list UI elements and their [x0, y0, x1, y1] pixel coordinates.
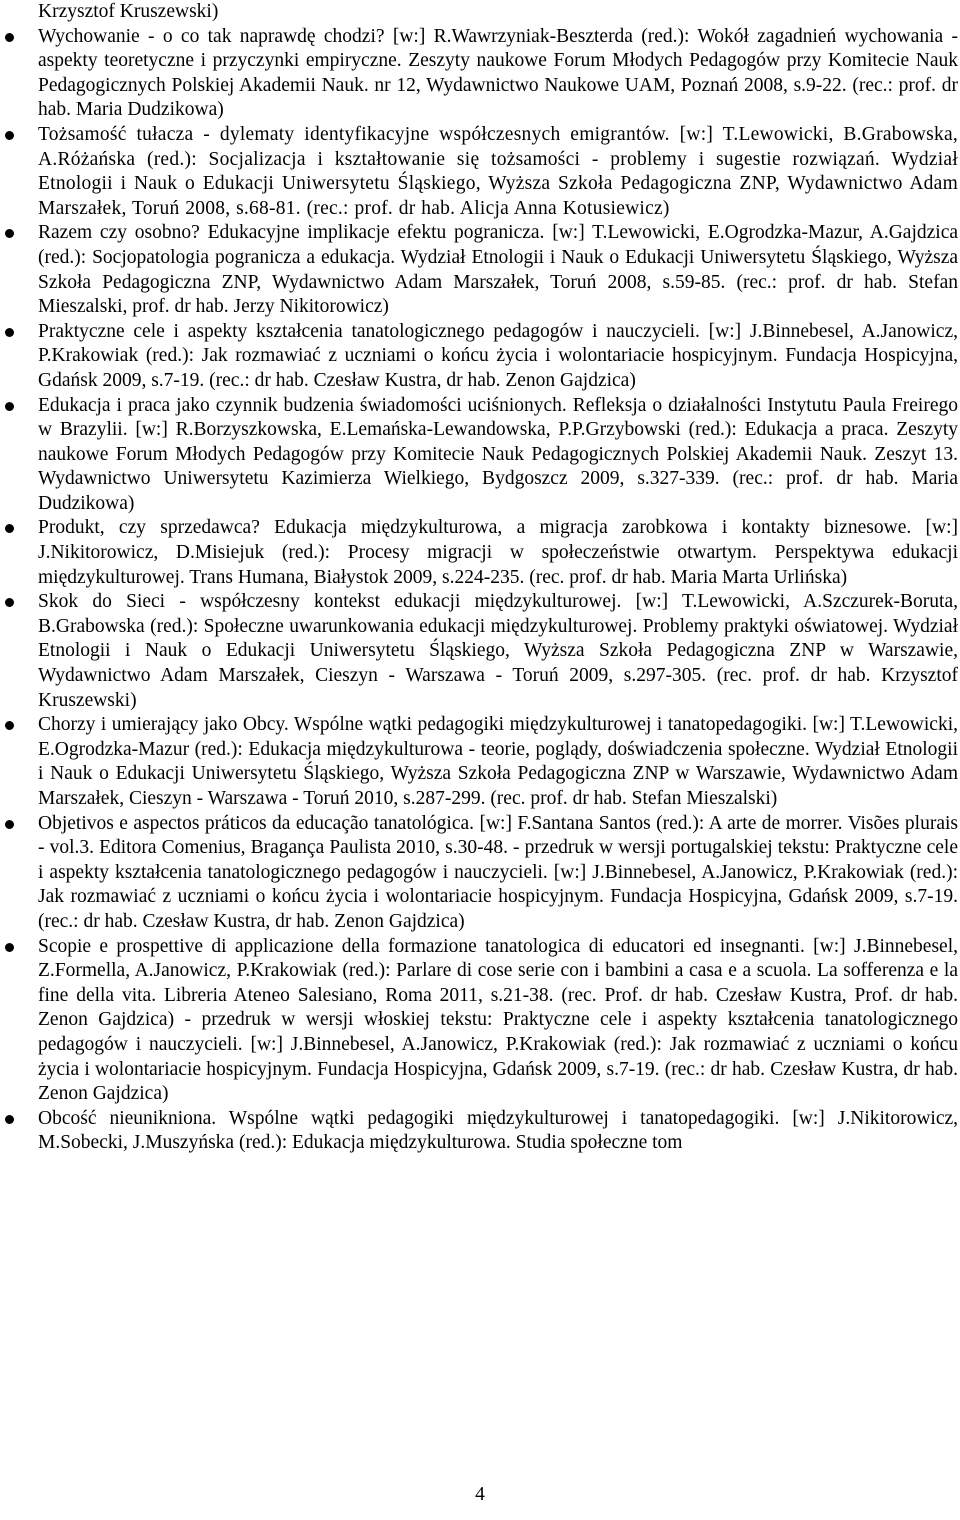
entry-text: Praktyczne cele i aspekty kształcenia tanatologicznego pedagogów i nauczycieli. [w:] J.Binnebesel, A.Janowicz, P.Krakowiak (red.): Jak rozmawiać z uczniami o końcu życia i wolontariacie hospicyjnym. Fundacja Hospicyjna, Gdańsk 2009, s.7-19. (rec.: dr hab. Czesław Kustra, dr hab. Zenon Gajdzica)	[38, 320, 958, 391]
bullet-icon	[5, 1115, 14, 1124]
bullet-icon	[5, 524, 14, 533]
bibliography-entry	[0, 394, 958, 517]
entry-text: Produkt, czy sprzedawca? Edukacja międzykulturowa, a migracja zarobkowa i kontakty biznesowe. [w:] J.Nikitorowicz, D.Misiejuk (red.): Procesy migracji w społeczeństwie otwartym. Perspektywa edukacji międzykulturowej. Trans Humana, Białystok 2009, s.224-235. (rec. prof. dr hab. Maria Marta Urlińska)	[38, 517, 958, 588]
bullet-icon	[5, 229, 14, 238]
bullet-icon	[5, 943, 14, 952]
bibliography-entry	[0, 123, 958, 221]
bibliography-entry	[0, 713, 958, 811]
bullet-icon	[5, 820, 14, 829]
entry-text: Edukacja i praca jako czynnik budzenia świadomości uciśnionych. Refleksja o działalności Instytutu Paula Freirego w Brazylii. [w:] R.Borzyszkowska, E.Lemańska-Lewandowska, P.P.Grzybowski (red.): Edukacja a praca. Zeszyty naukowe Forum Młodych Pedagogów przy Komitecie Nauk Pedagogicznych Polskiej Akademii Nauk. Zeszyt 13. Wydawnictwo Uniwersytetu Kazimierza Wielkiego, Bydgoszcz 2009, s.327-339. (rec.: prof. dr hab. Maria Dudzikowa)	[38, 394, 958, 514]
bullet-icon	[5, 131, 14, 140]
entry-text: Scopie e prospettive di applicazione della formazione tanatologica di educatori ed insegnanti. [w:] J.Binnebesel, Z.Formella, A.Janowicz, P.Krakowiak (red.): Parlare di cose serie con i bambini a casa e a scuola. La sofferenza e la fine della vita. Libreria Ateneo Salesiano, Roma 2011, s.21-38. (rec. Prof. dr hab. Czesław Kustra, Prof. dr hab. Zenon Gajdzica) - przedruk w wersji włoskiej tekstu: Praktyczne cele i aspekty kształcenia tanatologicznego pedagogów i nauczycieli. [w:] J.Binnebesel, A.Janowicz, P.Krakowiak (red.): Jak rozmawiać z uczniami o końcu życia i wolontariacie hospicyjnym. Fundacja Hospicyjna, Gdańsk 2009, s.7-19. (rec.: dr hab. Czesław Kustra, dr hab. Zenon Gajdzica)	[38, 935, 958, 1105]
bibliography-list	[0, 25, 958, 1156]
bibliography-entry	[0, 221, 958, 319]
bullet-icon	[5, 402, 14, 411]
entry-text: Chorzy i umierający jako Obcy. Wspólne wątki pedagogiki międzykulturowej i tanatopedagogiki. [w:] T.Lewowicki, E.Ogrodzka-Mazur (red.): Edukacja międzykulturowa - teorie, poglądy, doświadczenia społeczne. Wydział Etnologii i Nauk o Edukacji Uniwersytetu Śląskiego, Wyższa Szkoła Pedagogiczna ZNP w Warszawie, Wydawnictwo Adam Marszałek, Cieszyn - Warszawa - Toruń 2010, s.287-299. (rec. prof. dr hab. Stefan Mieszalski)	[38, 714, 958, 809]
entry-text: Skok do Sieci - współczesny kontekst edukacji międzykulturowej. [w:] T.Lewowicki, A.Szczurek-Boruta, B.Grabowska (red.): Społeczne uwarunkowania edukacji międzykulturowej. Problemy praktyki oświatowej. Wydział Etnologii i Nauk o Edukacji Uniwersytetu Śląskiego, Wyższa Szkoła Pedagogiczna ZNP w Warszawie, Wydawnictwo Adam Marszałek, Cieszyn - Warszawa - Toruń 2009, s.297-305. (rec. prof. dr hab. Krzysztof Kruszewski)	[38, 591, 958, 711]
bibliography-entry	[0, 516, 958, 590]
entry-text: Razem czy osobno? Edukacyjne implikacje efektu pogranicza. [w:] T.Lewowicki, E.Ogrodzka-Mazur, A.Gajdzica (red.): Socjopatologia pogranicza a edukacja. Wydział Etnologii i Nauk o Edukacji Uniwersytetu Śląskiego, Wyższa Szkoła Pedagogiczna ZNP, Wydawnictwo Adam Marszałek, Toruń 2008, s.59-85. (rec.: prof. dr hab. Stefan Mieszalski, prof. dr hab. Jerzy Nikitorowicz)	[38, 222, 958, 318]
bibliography-entry	[0, 25, 958, 123]
bullet-icon	[5, 598, 14, 607]
bullet-icon	[5, 328, 14, 337]
entry-text: Obcość nieunikniona. Wspólne wątki pedagogiki międzykulturowej i tanatopedagogiki. [w:] J.Nikitorowicz, M.Sobecki, J.Muszyńska (red.): Edukacja międzykulturowa. Studia społeczne tom	[38, 1107, 958, 1154]
continuation-line: Krzysztof Kruszewski)	[38, 1, 219, 22]
entry-text: Wychowanie - o co tak naprawdę chodzi? [w:] R.Wawrzyniak-Beszterda (red.): Wokół zagadnień wychowania - aspekty teoretyczne i przyczynki empiryczne. Zeszyty naukowe Forum Młodych Pedagogów przy Komitecie Nauk Pedagogicznych Polskiej Akademii Nauk. nr 12, Wydawnictwo Naukowe UAM, Poznań 2008, s.9-22. (rec.: prof. dr hab. Maria Dudzikowa)	[38, 25, 958, 121]
bibliography-entry	[0, 935, 958, 1107]
bibliography-entry	[0, 590, 958, 713]
bullet-icon	[5, 33, 14, 42]
entry-text: Objetivos e aspectos práticos da educação tanatológica. [w:] F.Santana Santos (red.): A arte de morrer. Visões plurais - vol.3. Editora Comenius, Bragança Paulista 2010, s.30-48. - przedruk w wersji portugalskiej tekstu: Praktyczne cele i aspekty kształcenia tanatologicznego pedagogów i nauczycieli. [w:] J.Binnebesel, A.Janowicz, P.Krakowiak (red.): Jak rozmawiać z uczniami o końcu życia i wolontariacie hospicyjnym. Fundacja Hospicyjna, Gdańsk 2009, s.7-19. (rec.: dr hab. Czesław Kustra, dr hab. Zenon Gajdzica)	[38, 812, 958, 932]
bullet-icon	[5, 721, 14, 730]
bibliography-entry	[0, 812, 958, 935]
entry-text: Tożsamość tułacza - dylematy identyfikacyjne współczesnych emigrantów. [w:] T.Lewowicki, B.Grabowska, A.Różańska (red.): Socjalizacja i kształtowanie się tożsamości - problemy i sugestie rozwiązań. Wydział Etnologii i Nauk o Edukacji Uniwersytetu Śląskiego, Wyższa Szkoła Pedagogiczna ZNP, Wydawnictwo Adam Marszałek, Toruń 2008, s.68-81. (rec.: prof. dr hab. Alicja Anna Kotusiewicz)	[38, 123, 958, 219]
bibliography-entry	[0, 320, 958, 394]
bibliography-entry	[0, 1107, 958, 1156]
page-number: 4	[475, 1484, 485, 1505]
